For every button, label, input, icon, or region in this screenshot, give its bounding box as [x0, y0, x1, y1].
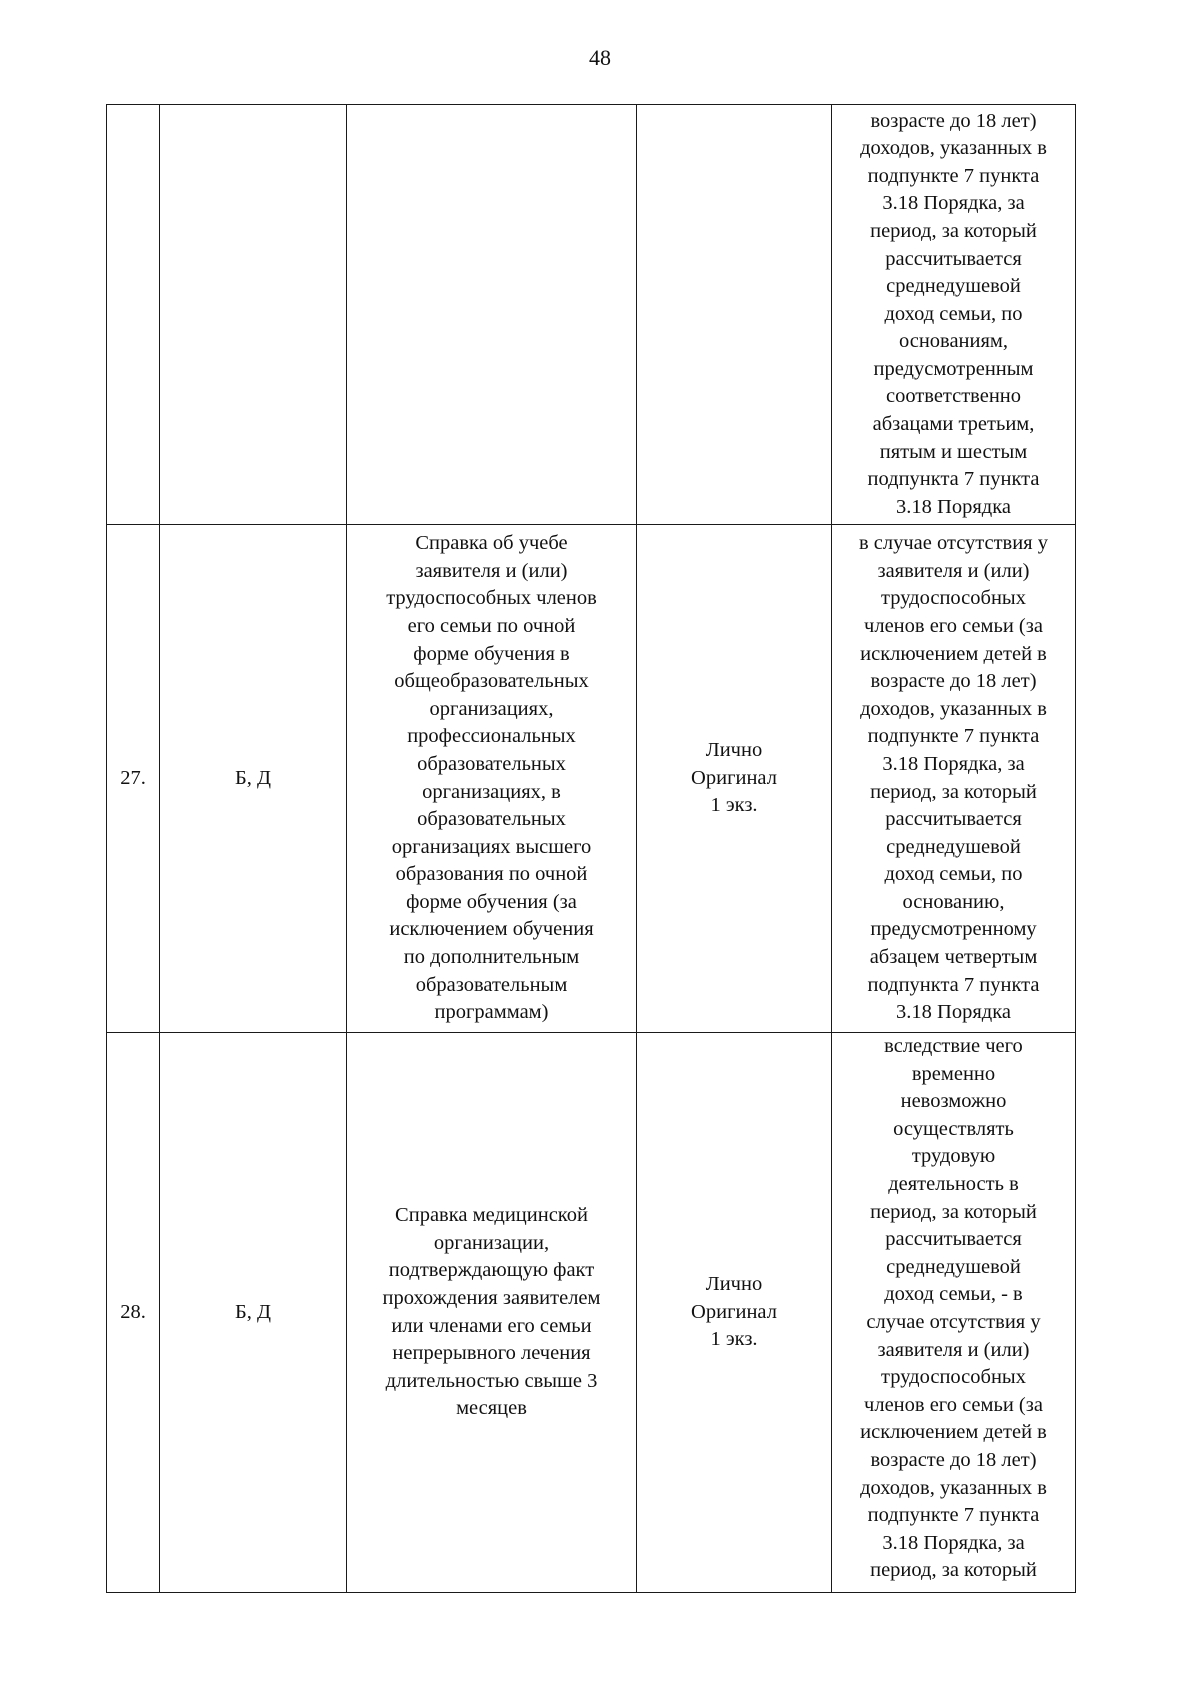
cell-text-line: абзацем четвертым — [869, 946, 1038, 969]
cell-text-line: трудоспособных — [881, 587, 1026, 610]
cell-text-line: организации, — [433, 1231, 550, 1254]
cell-text-line: доход семьи, по — [884, 302, 1023, 325]
cell-text-line: или членами его семьи — [391, 1314, 592, 1337]
cell-text-line: абзацами третьим, — [872, 413, 1035, 436]
cell-text-line: программам) — [434, 1001, 549, 1024]
cell-text-line: прохождения заявителем — [382, 1286, 601, 1309]
cell-text-line: предусмотренным — [873, 357, 1034, 380]
cell-text-line: членов его семьи (за — [864, 1393, 1043, 1416]
cell-text-line: основанию, — [902, 890, 1005, 913]
cell-text-line: непрерывного лечения — [392, 1342, 591, 1365]
category-cell: Б, Д — [160, 1033, 347, 1593]
cell-text-line: рассчитывается — [885, 808, 1022, 831]
cell-text-line: основаниям, — [898, 330, 1009, 353]
cell-text-line: возрасте до 18 лет) — [870, 109, 1037, 132]
cell-text-line: трудоспособных членов — [386, 587, 597, 610]
cell-text-line: трудовую — [911, 1145, 996, 1168]
cell-text-line: исключением детей в — [860, 642, 1047, 665]
document-name-cell — [347, 525, 637, 1033]
cell-text-line: среднедушевой — [886, 835, 1021, 858]
cell-text-line: предусмотренному — [870, 918, 1037, 941]
submission-method-cell — [637, 525, 832, 1033]
cell-text-line: подтверждающую факт — [388, 1259, 595, 1282]
cell-text-line: Оригинал — [691, 1300, 777, 1323]
cell-text-line: длительностью свыше 3 — [385, 1369, 598, 1392]
documents-table — [106, 104, 1076, 1593]
cell-text-line: 3.18 Порядка, за — [882, 1531, 1025, 1554]
cell-text-line: подпункте 7 пункта — [867, 725, 1040, 748]
cell-text-line: случае отсутствия у — [866, 1310, 1041, 1333]
cell-text-line: в случае отсутствия у — [858, 532, 1048, 555]
category-cell — [160, 105, 347, 525]
cell-text-line: доходов, указанных в — [860, 1476, 1047, 1499]
cell-text-line: организациях, в — [422, 780, 561, 803]
cell-text-line: заявителя и (или) — [415, 559, 568, 582]
table-row — [107, 1033, 1076, 1593]
cell-text-line: 1 экз. — [710, 794, 758, 817]
cell-text-line: исключением детей в — [860, 1421, 1047, 1444]
cell-text-line: образовательных — [417, 808, 566, 831]
row-number-cell — [107, 105, 160, 525]
cell-text-line: рассчитывается — [885, 1228, 1022, 1251]
cell-text-line: доходов, указанных в — [860, 697, 1047, 720]
cell-text-line: период, за который — [870, 219, 1037, 242]
cell-text-line: Лично — [705, 1273, 763, 1296]
cell-text-line: исключением обучения — [389, 918, 594, 941]
cell-text-line: организациях, — [429, 697, 554, 720]
cell-text-line: его семьи по очной — [407, 614, 576, 637]
cell-text-line: 3.18 Порядка — [896, 495, 1011, 518]
category-cell: Б, Д — [160, 525, 347, 1033]
cell-text-line: Справка об учебе — [415, 532, 568, 555]
cell-text-line: возрасте до 18 лет) — [870, 670, 1037, 693]
document-name-cell — [347, 105, 637, 525]
cell-text-line: период, за который — [870, 1200, 1037, 1223]
cell-text-line: пятым и шестым — [879, 440, 1028, 463]
cell-text-line: Лично — [705, 739, 763, 762]
condition-cell — [832, 105, 1076, 525]
cell-text-line: образовательных — [417, 752, 566, 775]
cell-text-line: среднедушевой — [886, 275, 1021, 298]
cell-text-line: общеобразовательных — [394, 670, 589, 693]
row-number-cell: 28. — [107, 1033, 160, 1593]
document-name-cell — [347, 1033, 637, 1593]
cell-text-line: заявителя и (или) — [877, 559, 1030, 582]
cell-text-line: организациях высшего — [391, 835, 592, 858]
cell-text-line: временно — [911, 1062, 996, 1085]
cell-text-line: профессиональных — [407, 725, 576, 748]
cell-text-line: по дополнительным — [403, 946, 580, 969]
cell-text-line: период, за который — [870, 780, 1037, 803]
cell-text-line: Оригинал — [691, 766, 777, 789]
cell-text-line: образования по очной — [395, 863, 588, 886]
cell-text-line: 3.18 Порядка, за — [882, 192, 1025, 215]
cell-text-line: доходов, указанных в — [860, 137, 1047, 160]
cell-text-line: рассчитывается — [885, 247, 1022, 270]
cell-text-line: месяцев — [456, 1397, 527, 1420]
condition-cell — [832, 1033, 1076, 1593]
cell-text-line: образовательным — [415, 973, 568, 996]
cell-text-line: доход семьи, - в — [884, 1283, 1023, 1306]
cell-text-line: вследствие чего — [884, 1035, 1023, 1057]
cell-text-line: подпункта 7 пункта — [867, 468, 1040, 491]
cell-text-line: трудоспособных — [881, 1366, 1026, 1389]
cell-text-line: подпункте 7 пункта — [867, 1504, 1040, 1527]
page-number: 48 — [589, 45, 611, 70]
cell-text-line: осуществлять — [893, 1117, 1014, 1140]
cell-text-line: заявителя и (или) — [877, 1338, 1030, 1361]
submission-method-cell — [637, 1033, 832, 1593]
cell-text-line: членов его семьи (за — [864, 614, 1043, 637]
cell-text-line: 3.18 Порядка, за — [882, 752, 1025, 775]
cell-text-line: среднедушевой — [886, 1255, 1021, 1278]
cell-text-line: возрасте до 18 лет) — [870, 1448, 1037, 1471]
cell-text-line: подпункте 7 пункта — [867, 164, 1040, 187]
condition-cell — [832, 525, 1076, 1033]
cell-text-line: 3.18 Порядка — [896, 1001, 1011, 1024]
submission-method-cell — [637, 105, 832, 525]
cell-text-line: период, за который — [870, 1559, 1037, 1582]
cell-text-line: 1 экз. — [710, 1328, 758, 1351]
cell-text-line: соответственно — [885, 385, 1022, 408]
cell-text-line: форме обучения (за — [406, 890, 577, 913]
cell-text-line: доход семьи, по — [884, 863, 1023, 886]
cell-text-line: невозможно — [900, 1090, 1007, 1113]
table-row — [107, 105, 1076, 525]
table-row — [107, 525, 1076, 1033]
cell-text-line: Справка медицинской — [395, 1204, 588, 1227]
cell-text-line: форме обучения в — [413, 642, 570, 665]
cell-text-line: подпункта 7 пункта — [867, 973, 1040, 996]
cell-text-line: деятельность в — [888, 1172, 1019, 1195]
row-number-cell: 27. — [107, 525, 160, 1033]
